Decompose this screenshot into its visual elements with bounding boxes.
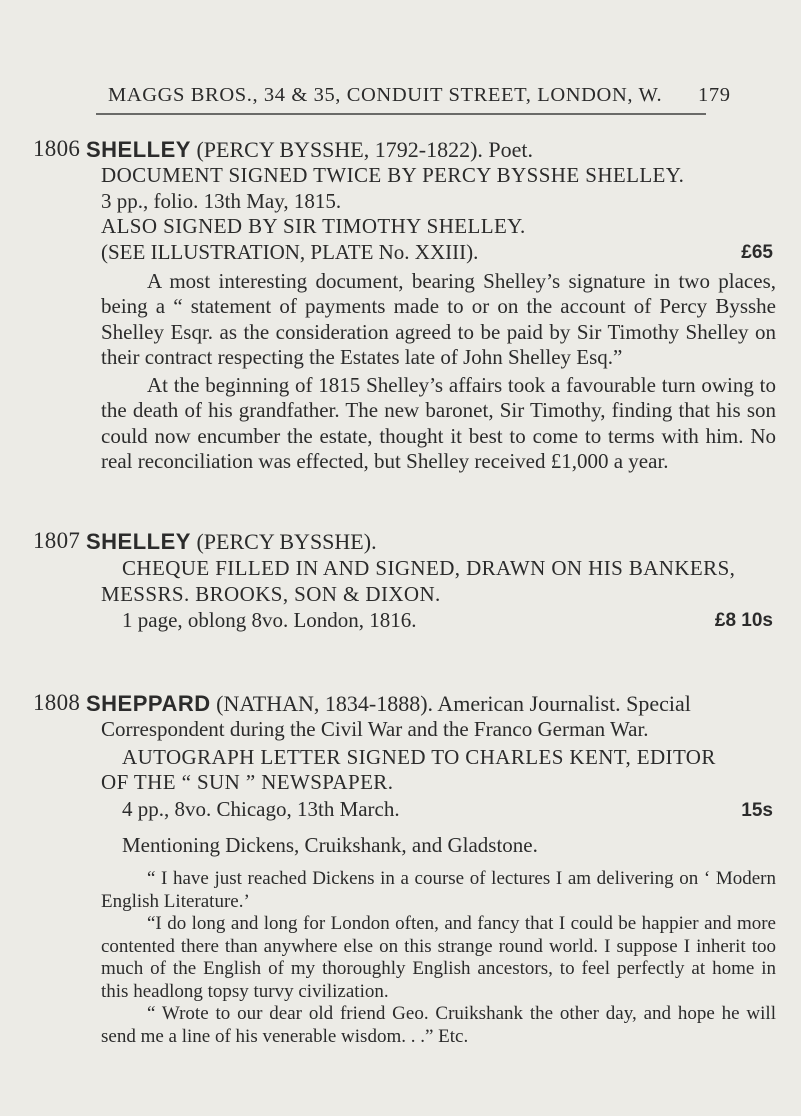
lot-description-line: OF THE “ SUN ” NEWSPAPER. [101,770,394,794]
lot-description-line: Correspondent during the Civil War and the Franco German War. [101,717,649,741]
letter-quote: “ I have just reached Dickens in a course of lectures I am delivering on ‘ Modern English Literature.’ [101,868,776,912]
lot-author-details: (PERCY BYSSHE, 1792-1822). Poet. [196,137,534,162]
lot-number: 1808 [33,690,81,715]
lot-title [86,136,776,164]
letter-quote: “I do long and long for London often, and fancy that I could be happier and more contented there than anywhere else on this strange round world. I suppose I inherit too much of the English of my thoroughly English ancestors, to feel perfectly at home in this headlong topsy turvy civilization. [101,913,776,1002]
lot-author-details: (PERCY BYSSHE). [196,529,377,554]
lot-description-line: MESSRS. BROOKS, SON & DIXON. [101,582,441,606]
lot-price: £8 10s [714,610,773,631]
lot-number: 1806 [33,136,81,161]
lot-description-line: AUTOGRAPH LETTER SIGNED TO CHARLES KENT, EDITOR [122,745,716,769]
lot-author-details: (NATHAN, 1834-1888). American Journalist. Special [216,691,691,716]
header-text: MAGGS BROS., 34 & 35, CONDUIT STREET, LONDON, W. [108,84,663,106]
letter-quote: “ Wrote to our dear old friend Geo. Cruikshank the other day, and hope he will send me a line of his venerable wisdom. . .” Etc. [101,1003,776,1047]
lot-title [86,690,776,718]
lot-description-line: DOCUMENT SIGNED TWICE BY PERCY BYSSHE SHELLEY. [101,163,685,187]
lot-author: SHELLEY [86,529,191,554]
lot-title [86,528,776,556]
lot-number: 1807 [33,528,81,553]
lot-mention-line: Mentioning Dickens, Cruikshank, and Gladstone. [122,833,538,857]
lot-price: 15s [741,800,773,821]
lot-note-paragraph: At the beginning of 1815 Shelley’s affairs took a favourable turn owing to the death of his grandfather. The new baronet, Sir Timothy, finding that his son could now encumber the estate, thought it best to come to terms with him. No real reconciliation was effected, but Shelley received £1,000 a year. [101,373,776,473]
running-header [108,84,731,107]
lot-format-line: 3 pp., folio. 13th May, 1815. [101,189,342,213]
lot-format-line: 1 page, oblong 8vo. London, 1816. [122,608,417,632]
lot-format-line: 4 pp., 8vo. Chicago, 13th March. [122,797,400,821]
lot-price: £65 [741,242,773,263]
lot-illustration-note: (SEE ILLUSTRATION, PLATE No. XXIII). [101,240,479,264]
lot-author: SHEPPARD [86,691,211,716]
lot-description-line: CHEQUE FILLED IN AND SIGNED, DRAWN ON HIS BANKERS, [122,556,736,580]
page-number: 179 [698,84,731,106]
lot-author: SHELLEY [86,137,191,162]
lot-note-paragraph: A most interesting document, bearing Shelley’s signature in two places, being a “ statement of payments made to or on the account of Percy Bysshe Shelley Esqr. as the consideration agreed to be paid by Sir Timothy Shelley on their contract respecting the Estates late of John Shelley Esq.” [101,269,776,369]
header-rule [96,113,706,115]
lot-description-line: ALSO SIGNED BY SIR TIMOTHY SHELLEY. [101,214,526,238]
